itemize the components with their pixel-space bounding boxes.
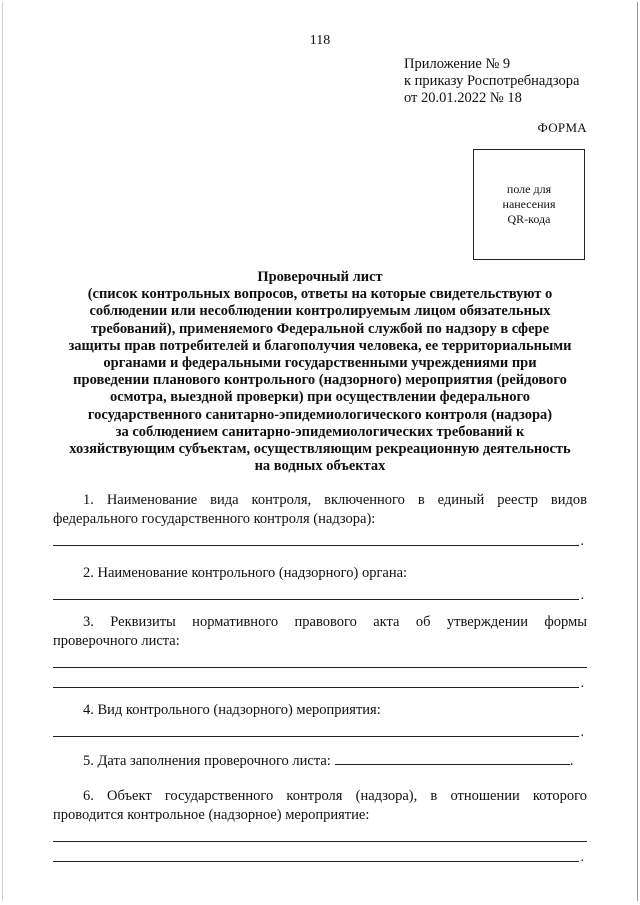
underline [53,599,579,600]
underline [53,861,579,862]
item-3-fill-line-1[interactable] [53,651,587,671]
title-line: хозяйствующим субъектам, осуществляющим рекреационную деятельность [69,441,571,458]
line-end-period: . [569,753,574,769]
form-item-1 [53,491,587,549]
title-line: соблюдении или несоблюдении контролируемым лицом обязательных [89,303,551,320]
item-3-line-2: проверочного листа: [53,633,180,649]
title-line: Проверочный лист [257,269,383,285]
form-item-4 [53,701,587,740]
title-line: за соблюдением санитарно-эпидемиологических требований к [115,423,525,440]
underline [53,545,579,546]
underline [53,736,579,737]
line-end-period: . [580,588,584,603]
document-title [50,269,590,475]
item-5-label: 5. Дата заполнения проверочного листа: [83,753,331,769]
title-line: государственного санитарно-эпидемиологического контроля (надзора) [87,406,553,423]
item-6-fill-line-1[interactable] [53,825,587,845]
form-item-6 [53,787,587,865]
item-2-fill-line[interactable] [53,583,587,603]
item-1-line-2: федерального государственного контроля (надзора): [53,511,376,527]
page-number: 118 [309,33,331,48]
appendix-header [404,56,579,107]
title-line: на водных объектах [254,458,386,475]
line-end-period: . [580,850,584,865]
form-item-3 [53,613,587,691]
item-1-line-1: 1. Наименование вида контроля, включенного в единый реестр видов [83,492,587,508]
line-end-period: . [580,676,584,691]
item-6-line-2: проводится контрольное (надзорное) мероприятие: [53,807,370,823]
item-6-line-1: 6. Объект государственного контроля (надзора), в отношении которого [83,788,587,804]
qr-code-placeholder-text: поле для нанесения QR-кода [502,182,556,226]
line-end-period: . [580,534,584,549]
item-1-fill-line[interactable] [53,529,587,549]
item-2-line-1: 2. Наименование контрольного (надзорного) органа: [83,565,408,581]
appendix-line-1: Приложение № 9 [404,56,511,72]
line-end-period: . [580,725,584,740]
item-5-fill-line[interactable] [335,763,570,765]
form-item-5 [53,752,587,771]
title-line: (список контрольных вопросов, ответы на которые свидетельствуют о [87,286,553,303]
item-5-line [53,752,587,771]
qr-code-placeholder-box [473,149,585,260]
item-4-fill-line[interactable] [53,720,587,740]
item-4-line-1: 4. Вид контрольного (надзорного) мероприятия: [83,702,381,718]
title-line: защиты прав потребителей и благополучия человека, ее территориальными [68,337,572,354]
appendix-line-2: к приказу Роспотребнадзора [404,73,580,89]
item-3-fill-line-2[interactable] [53,671,587,691]
underline [53,687,579,688]
title-line: проведении планового контрольного (надзорного) мероприятия (рейдового [73,372,567,389]
appendix-line-3: от 20.01.2022 № 18 [404,90,522,106]
title-line: требований), применяемого Федеральной службой по надзору в сфере [90,320,550,337]
title-line: органами и федеральными государственными учреждениями при [103,355,537,372]
item-6-fill-line-2[interactable] [53,845,587,865]
form-item-2 [53,564,587,603]
form-label: ФОРМА [537,120,587,135]
title-line: осмотра, выездной проверки) при осуществлении федерального [110,389,530,406]
item-3-line-1: 3. Реквизиты нормативного правового акта об утверждении формы [83,614,587,630]
underline [53,667,587,668]
underline [53,841,587,842]
